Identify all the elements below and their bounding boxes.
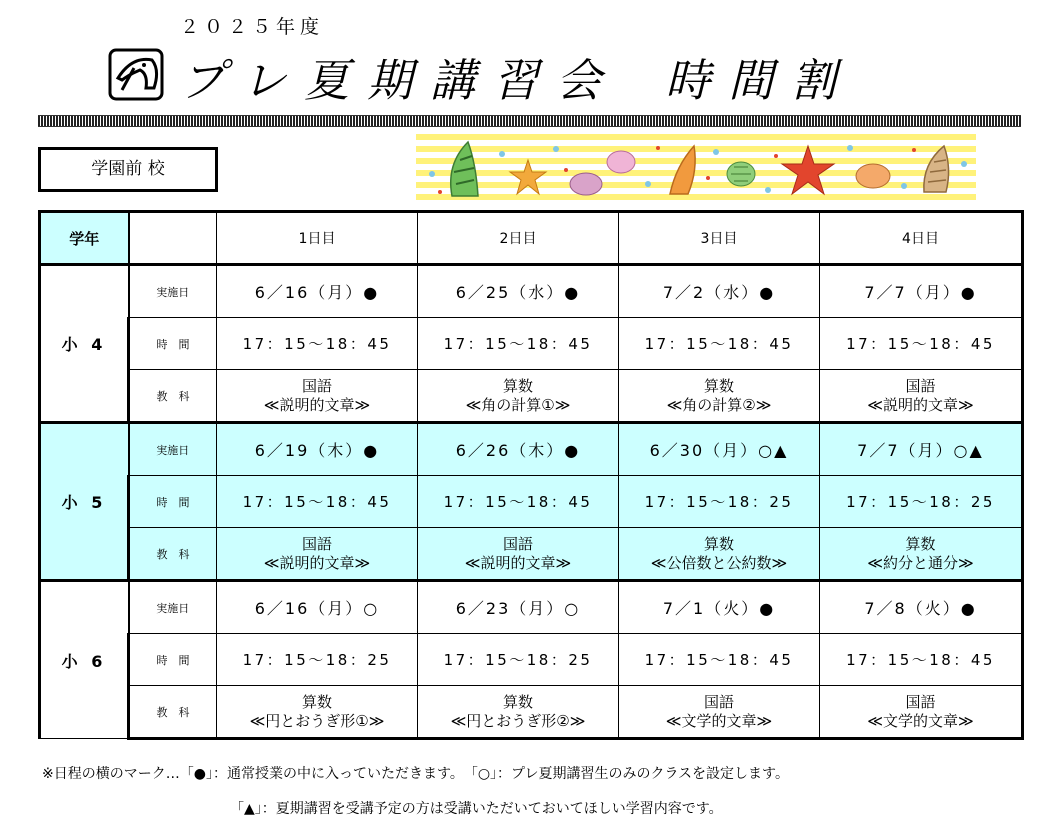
date-cell: 7／7（月）○▲ — [820, 423, 1023, 476]
row-label-subject: 教 科 — [129, 528, 217, 581]
time-cell: 17：15～18：45 — [619, 634, 820, 686]
time-cell: 17：15～18：45 — [217, 318, 418, 370]
table-row — [40, 318, 1023, 370]
row-label-time: 時 間 — [129, 634, 217, 686]
subject-name: 国語 — [905, 692, 936, 711]
subject-cell — [217, 528, 418, 581]
year-label: ２０２５年度 — [180, 16, 325, 38]
date-cell: 6／16（月）● — [217, 265, 418, 318]
subject-cell — [418, 686, 619, 739]
day-header: 1日目 — [217, 212, 418, 265]
subject-topic: ≪説明的文章≫ — [867, 395, 974, 414]
subject-topic: ≪公倍数と公約数≫ — [650, 553, 788, 572]
subject-cell — [619, 686, 820, 739]
time-cell: 17：15～18：45 — [217, 476, 418, 528]
table-row — [40, 370, 1023, 423]
date-cell: 6／30（月）○▲ — [619, 423, 820, 476]
subject-name: 国語 — [703, 692, 734, 711]
time-cell: 17：15～18：25 — [217, 634, 418, 686]
table-row — [40, 634, 1023, 686]
subject-cell — [619, 370, 820, 423]
subject-topic: ≪角の計算①≫ — [465, 395, 571, 414]
grade-cell: 小 6 — [40, 581, 129, 739]
table-row — [40, 686, 1023, 739]
subject-cell — [820, 686, 1023, 739]
row-label-date: 実施日 — [129, 423, 217, 476]
row-label-time: 時 間 — [129, 476, 217, 528]
row-label-date: 実施日 — [129, 265, 217, 318]
time-cell: 17：15～18：25 — [418, 634, 619, 686]
subject-cell — [418, 370, 619, 423]
date-cell: 6／16（月）○ — [217, 581, 418, 634]
row-label-subject: 教 科 — [129, 370, 217, 423]
subject-topic: ≪円とおうぎ形①≫ — [249, 711, 385, 730]
date-cell: 6／26（木）● — [418, 423, 619, 476]
header-divider — [38, 115, 1021, 127]
subject-cell — [820, 528, 1023, 581]
table-row — [40, 423, 1023, 476]
logo-icon — [108, 48, 164, 101]
table-row — [40, 528, 1023, 581]
subject-name: 算数 — [502, 692, 533, 711]
subject-topic: ≪説明的文章≫ — [263, 553, 371, 572]
subject-cell — [820, 370, 1023, 423]
legend-note: ※日程の横のマーク…「●」：通常授業の中に入っていただきます。 「○」：プレ夏期講習生のみのクラスを設定します。 — [42, 766, 789, 782]
date-cell: 6／19（木）● — [217, 423, 418, 476]
subject-name: 算数 — [703, 376, 734, 395]
grade-cell: 小 4 — [40, 265, 129, 423]
school-name: 学園前 校 — [38, 147, 218, 192]
title-main: プレ夏期講習会 — [180, 54, 620, 107]
day-header: 4日目 — [820, 212, 1023, 265]
subject-name: 国語 — [301, 376, 332, 395]
time-cell: 17：15～18：25 — [619, 476, 820, 528]
row-label-date: 実施日 — [129, 581, 217, 634]
subject-topic: ≪文学的文章≫ — [665, 711, 773, 730]
subject-cell — [217, 370, 418, 423]
time-cell: 17：15～18：45 — [619, 318, 820, 370]
row-label-subject: 教 科 — [129, 686, 217, 739]
banner-illustration — [416, 134, 976, 204]
label-header — [129, 212, 217, 265]
grade-cell: 小 5 — [40, 423, 129, 581]
subject-cell — [619, 528, 820, 581]
subject-cell — [418, 528, 619, 581]
time-cell: 17：15～18：45 — [418, 476, 619, 528]
title-sub: 時間割 — [665, 54, 855, 107]
subject-topic: ≪約分と通分≫ — [867, 553, 974, 572]
header-row — [40, 212, 1023, 265]
table-row — [40, 476, 1023, 528]
table-row — [40, 581, 1023, 634]
time-cell: 17：15～18：45 — [820, 318, 1023, 370]
time-cell: 17：15～18：45 — [820, 634, 1023, 686]
time-cell: 17：15～18：25 — [820, 476, 1023, 528]
table-row — [40, 265, 1023, 318]
grade-header: 学年 — [40, 212, 129, 265]
date-cell: 7／2（水）● — [619, 265, 820, 318]
date-cell: 7／1（火）● — [619, 581, 820, 634]
date-cell: 7／7（月）● — [820, 265, 1023, 318]
seashell-icon — [856, 164, 890, 188]
subject-name: 算数 — [301, 692, 332, 711]
date-cell: 6／25（水）● — [418, 265, 619, 318]
date-cell: 7／8（火）● — [820, 581, 1023, 634]
subject-name: 国語 — [502, 534, 533, 553]
subject-topic: ≪説明的文章≫ — [464, 553, 572, 572]
subject-name: 国語 — [905, 376, 936, 395]
subject-topic: ≪説明的文章≫ — [263, 395, 371, 414]
date-cell: 6／23（月）○ — [418, 581, 619, 634]
schedule-table — [38, 210, 1024, 740]
subject-name: 算数 — [703, 534, 734, 553]
subject-name: 算数 — [502, 376, 533, 395]
subject-topic: ≪角の計算②≫ — [666, 395, 772, 414]
time-cell: 17：15～18：45 — [418, 318, 619, 370]
seashell-icon — [727, 162, 755, 186]
subject-cell — [217, 686, 418, 739]
subject-name: 国語 — [301, 534, 332, 553]
subject-topic: ≪文学的文章≫ — [867, 711, 974, 730]
day-header: 3日目 — [619, 212, 820, 265]
subject-name: 算数 — [905, 534, 936, 553]
page-title — [180, 44, 854, 109]
row-label-time: 時 間 — [129, 318, 217, 370]
legend-note: 「▲」：夏期講習を受講予定の方は受講いただいておいてほしい学習内容です。 — [230, 801, 723, 817]
subject-topic: ≪円とおうぎ形②≫ — [450, 711, 586, 730]
day-header: 2日目 — [418, 212, 619, 265]
